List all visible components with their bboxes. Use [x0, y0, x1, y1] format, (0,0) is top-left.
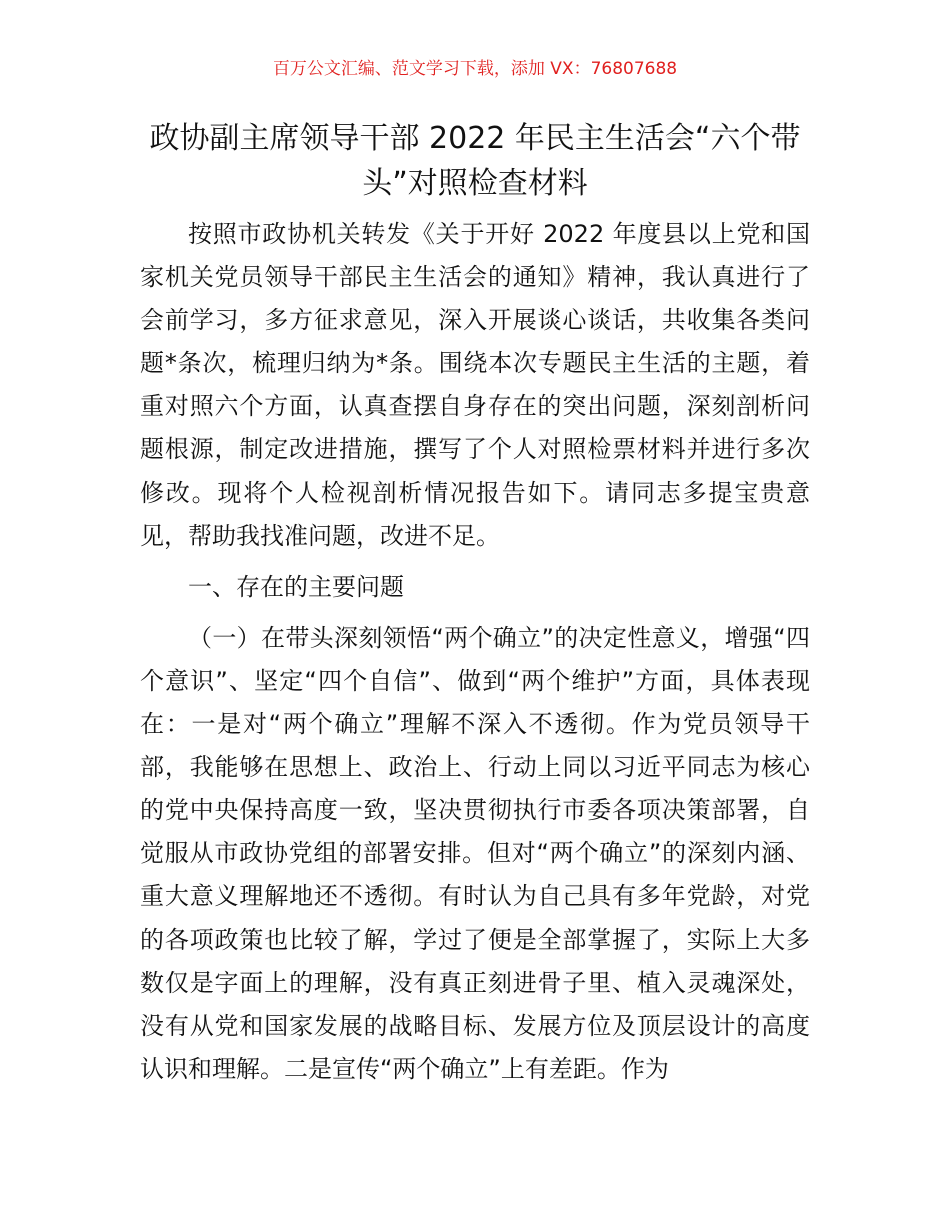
section-paragraph: （一）在带头深刻领悟“两个确立”的决定性意义，增强“四个意识”、坚定“四个自信”、做到“两个维护”方面，具体表现在：一是对“两个确立”理解不深入不透彻。作为党员领导干部，我能够在思想上、政治上、行动上同以习近平同志为核心的党中央保持高度一致，坚决贯彻执行市委各项决策部署，自觉服从市政协党组的部署安排。但对“两个确立”的深刻内涵、重大意义理解地还不透彻。有时认为自己具有多年党龄，对党的各项政策也比较了解，学过了便是全部掌握了，实际上大多数仅是字面上的理解，没有真正刻进骨子里、植入灵魂深处，没有从党和国家发展的战略目标、发展方位及顶层设计的高度认识和理解。二是宣传“两个确立”上有差距。作为: [140, 623, 810, 1083]
section-heading: 一、存在的主要问题: [188, 572, 404, 601]
intro-paragraph: 按照市政协机关转发《关于开好 2022 年度县以上党和国家机关党员领导干部民主生活会的通知》精神，我认真进行了会前学习，多方征求意见，深入开展谈心谈话，共收集各类问题*条次，梳理归纳为*条。围绕本次专题民主生活的主题，着重对照六个方面，认真查摆自身存在的突出问题，深刻剖析问题根源，制定改进措施，撰写了个人对照检票材料并进行多次修改。现将个人检视剖析情况报告如下。请同志多提宝贵意见，帮助我找准问题，改进不足。: [140, 220, 810, 550]
header-note: 百万公文汇编、范文学习下载，添加 VX：76807688: [272, 59, 678, 79]
document-body: [140, 213, 810, 1091]
document-title: 政协副主席领导干部 2022 年民主生活会“六个带头”对照检查材料: [149, 121, 801, 201]
